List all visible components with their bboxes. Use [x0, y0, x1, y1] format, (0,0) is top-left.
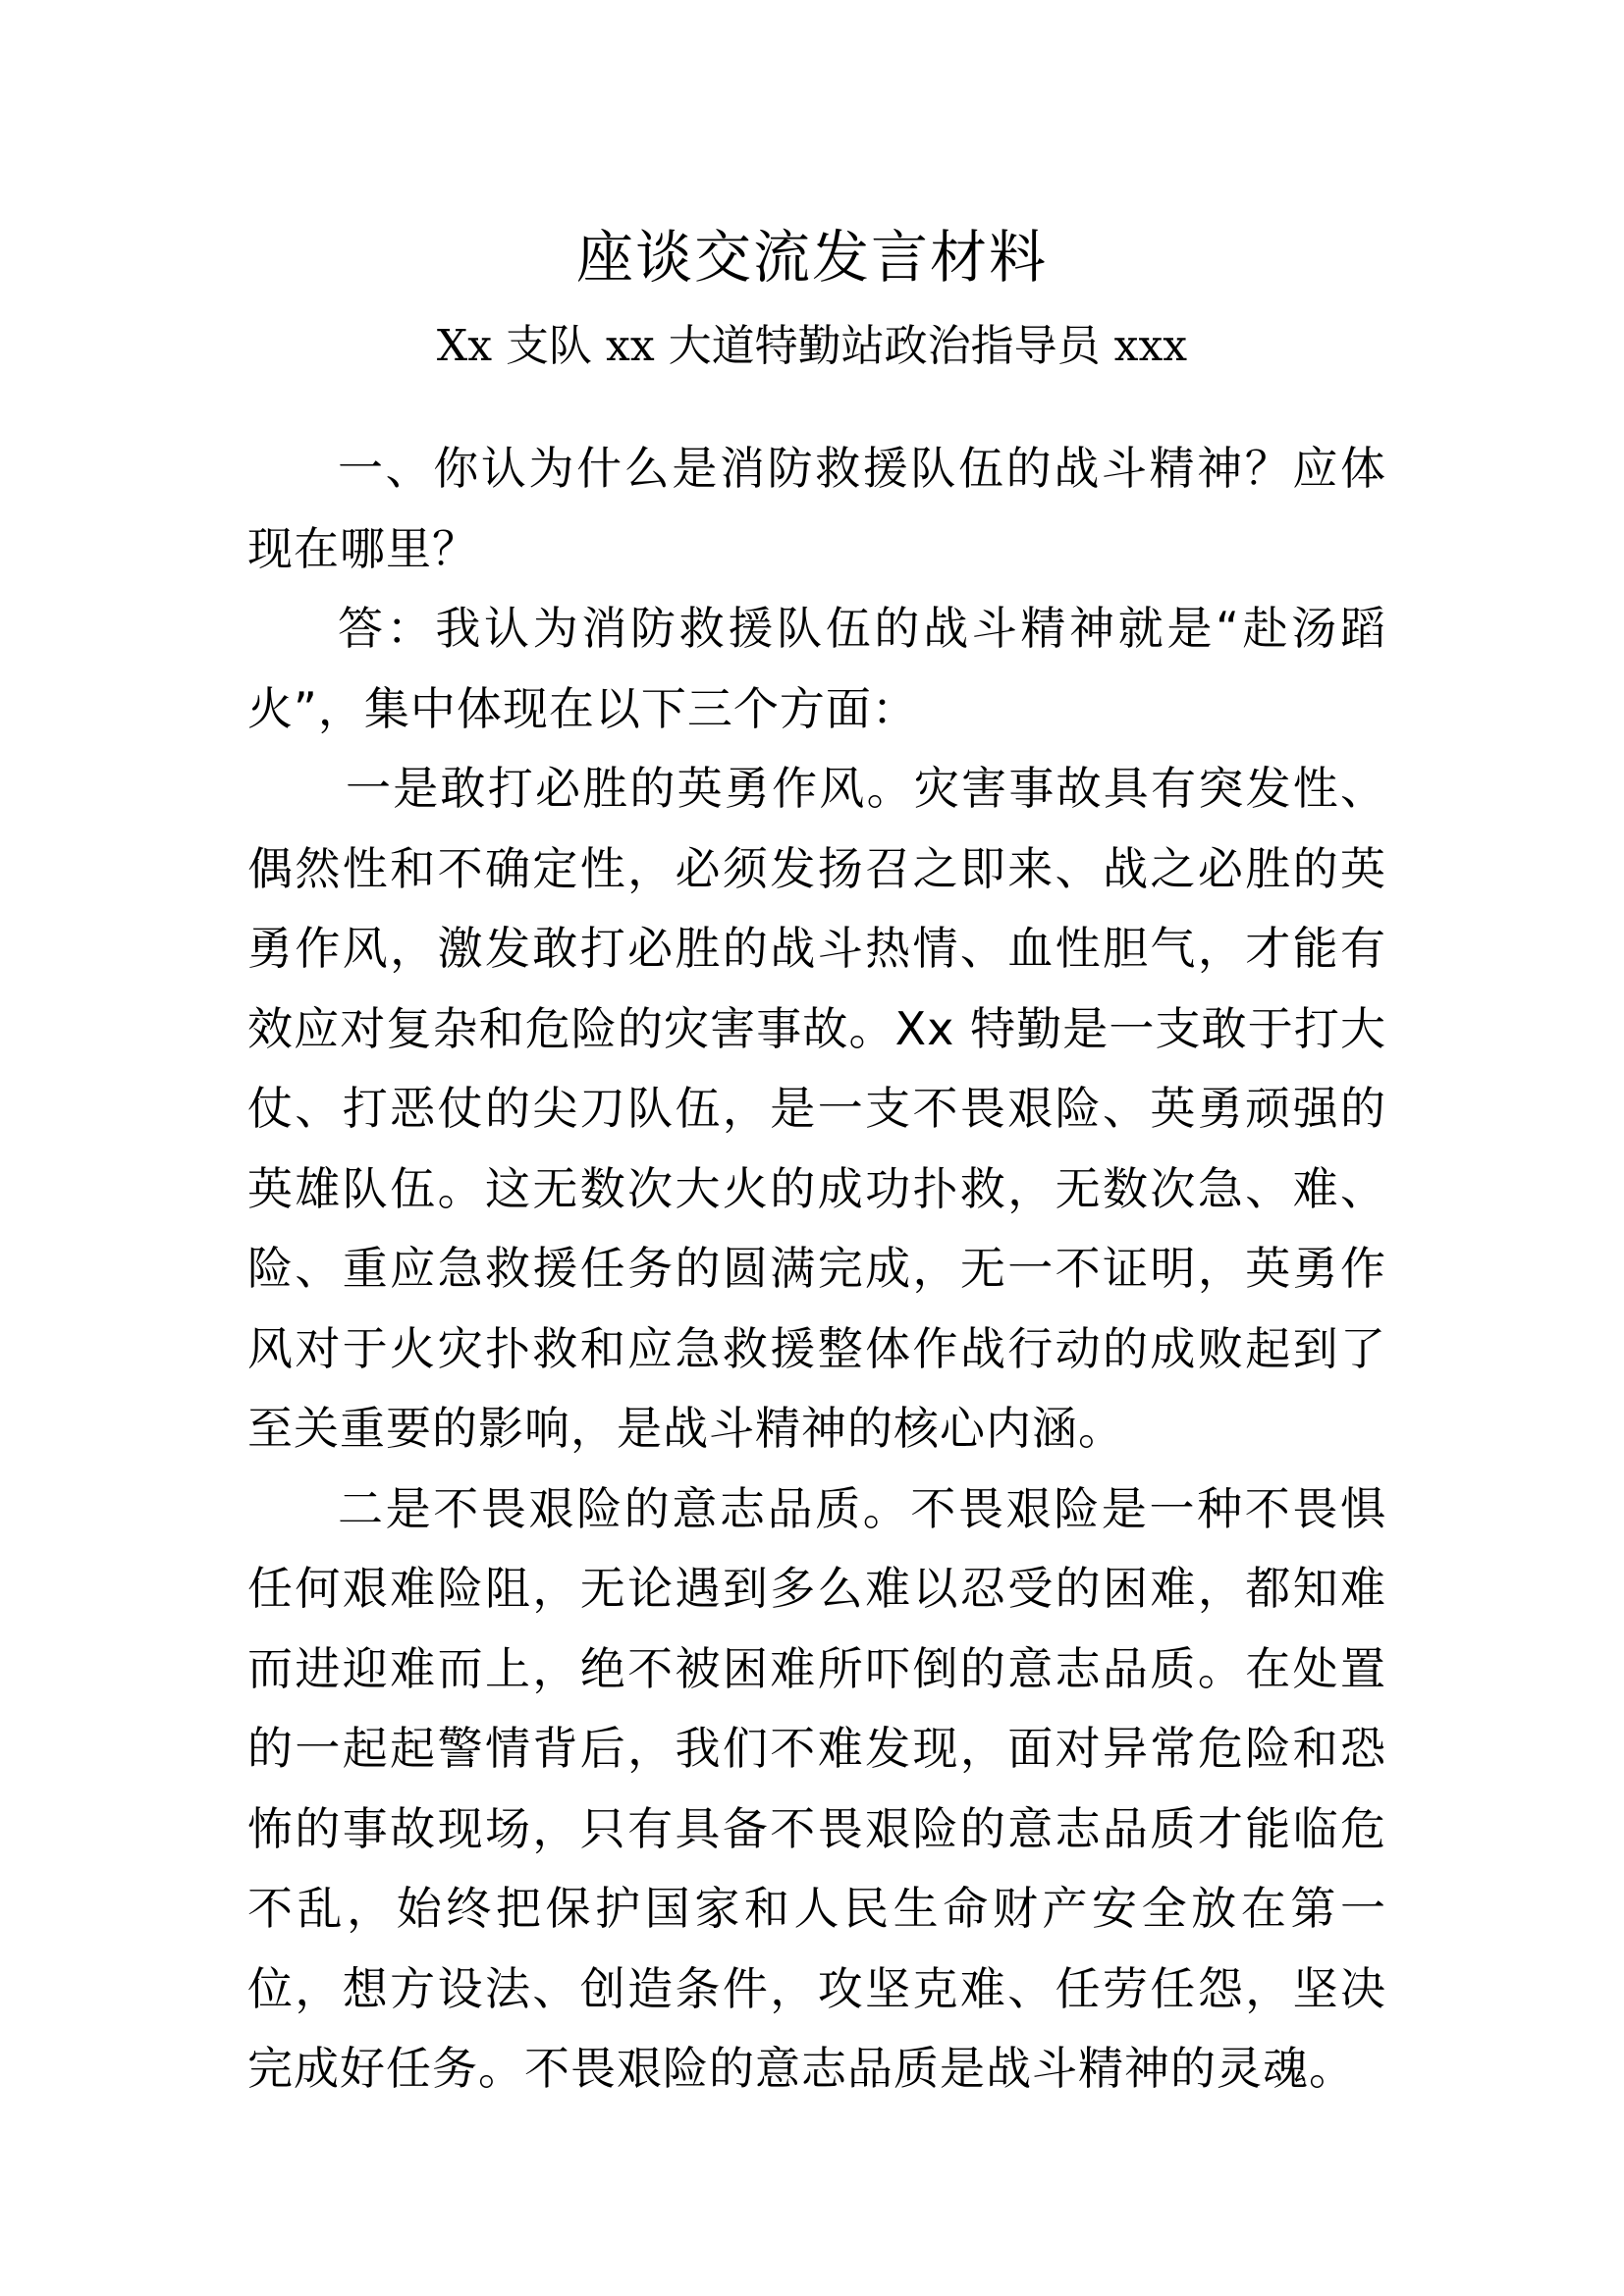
- document-body: [247, 429, 1386, 2109]
- document-subtitle: Xx 支队 xx 大道特勤站政治指导员 xxx: [436, 321, 1188, 371]
- answer-intro-paragraph: 答：我认为消防救援队伍的战斗精神就是“赴汤蹈火”，集中体现在以下三个方面：: [247, 602, 1386, 735]
- question-paragraph: 一、你认为什么是消防救援队伍的战斗精神？应体现在哪里？: [247, 442, 1386, 575]
- point-one-paragraph: 一是敢打必胜的英勇作风。灾害事故具有突发性、偶然性和不确定性，必须发扬召之即来、战之必胜的英勇作风，激发敢打必胜的战斗热情、血性胆气，才能有效应对复杂和危险的灾害事故。Xx 特勤是一支敢于打大仗、打恶仗的尖刀队伍，是一支不畏艰险、英勇顽强的英雄队伍。这无数次大火的成功扑救，无数次急、难、险、重应急救援任务的圆满完成，无一不证明，英勇作风对于火灾扑救和应急救援整体作战行动的成败起到了至关重要的影响，是战斗精神的核心内涵。: [247, 762, 1386, 1455]
- point-two-paragraph: 二是不畏艰险的意志品质。不畏艰险是一种不畏惧任何艰难险阻，无论遇到多么难以忍受的困难，都知难而进迎难而上，绝不被困难所吓倒的意志品质。在处置的一起起警情背后，我们不难发现，面对异常危险和恐怖的事故现场，只有具备不畏艰险的意志品质才能临危不乱，始终把保护国家和人民生命财产安全放在第一位，想方设法、创造条件，攻坚克难、任劳任怨，坚决完成好任务。不畏艰险的意志品质是战斗精神的灵魂。: [247, 1481, 1386, 2095]
- document-title: 座谈交流发言材料: [575, 224, 1048, 291]
